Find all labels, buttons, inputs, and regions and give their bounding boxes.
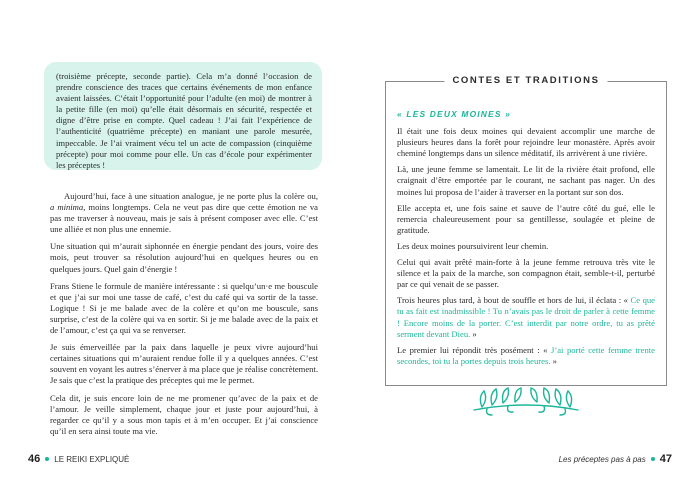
paragraph: Une situation qui m’aurait siphonnée en énergie pendant des jours, voire des mois, peut trouver sa résolution aujourd’hui en quelques heures ou en quelques jours. Quel gain d’énergie ! xyxy=(50,241,318,274)
paragraph: Il était une fois deux moines qui devaient accomplir une marche de plusieurs heures dans la forêt pour rejoindre leur monastère. Après avoir cheminé longtemps dans un silence méditatif, ils arrivèrent à une rivière. xyxy=(397,126,655,159)
quote-highlight: J’ai porté cette femme trente secondes, toi tu la portes depuis trois heures. xyxy=(397,344,655,366)
right-page xyxy=(350,0,700,490)
paragraph: Cela dit, je suis encore loin de ne me promener qu’avec de la paix et de l’amour. Je veille simplement, chaque jour et juste pour aujourd’hui, à regarder ce qu’il y a sous mon tapis et à m’en occuper. Et j’ai conscience qu’il en sera ainsi toute ma vie. xyxy=(50,392,318,436)
tales-box-title: CONTES ET TRADITIONS xyxy=(444,75,607,86)
paragraph: Aujourd’hui, face à une situation analogue, je ne porte plus la colère ou, a minima, moins longtemps. Cela ne veut pas dire que cette émotion ne va pas me traverser à nouveau, mais je sais à présent composer avec elle. C’est une alliée et non plus une ennemie. xyxy=(50,191,318,235)
tales-box xyxy=(385,75,667,386)
left-body-text xyxy=(50,191,318,443)
bullet-dot-icon xyxy=(45,457,49,461)
page-number: 47 xyxy=(659,453,672,465)
leaf-sprig-ornament-icon xyxy=(468,386,584,416)
bullet-dot-icon xyxy=(651,457,655,461)
paragraph: Là, une jeune femme se lamentait. Le lit de la rivière était profond, elle craignait d’être emportée par le courant, ne sachant pas nager. Un des moines lui proposa de l’aider à traverser en la portant sur son dos. xyxy=(397,164,655,197)
tales-box-content xyxy=(397,109,655,372)
story-title: « LES DEUX MOINES » xyxy=(397,109,512,119)
left-footer xyxy=(28,453,129,465)
paragraph: Les deux moines poursuivirent leur chemin. xyxy=(397,240,549,251)
highlight-text: (troisième précepte, seconde partie). Cela m’a donné l’occasion de prendre conscience des traces que certains événements de mon enfance avaient laissées. C’était l’opportunité pour l’adulte (en moi) de montrer à la petite fille (en moi) qu’elle était désormais en sécurité, respectée et digne d’être prise en compte. Quel cadeau ! J’ai fait l’expérience de l’authenticité (quatrième précepte) en maniant une parole mesurée, impeccable. Je l’ai vraiment vécu tel un acte de compassion (cinquième précepte) pour moi comme pour elle. Un cas d’école pour expérimenter les préceptes ! xyxy=(56,71,312,170)
paragraph: Frans Stiene le formule de manière intéressante : si quelqu’un·e me bouscule et que j’ai sur moi une tasse de café, c’est du café qui va sortir de la tasse. Logique ! Si je me balade avec de la colère et qu’on me bouscule, sans surprise, c’est de la colère qui va en sortir. Si je me balade avec de la paix et de l’amour, c’est ça qui va se renverser. xyxy=(50,280,318,336)
paragraph: Je suis émerveillée par la paix dans laquelle je peux vivre aujourd’hui certaines situations qui m’auraient rendue folle il y a quelques années. C’est souvent en voyant les autres s’énerver à ma place que je réalise concrètement. Je sais que c’est la pratique des préceptes qui me le permet. xyxy=(50,342,318,386)
paragraph: Celui qui avait prêté main-forte à la jeune femme retrouva très vite le silence et la paix de la marche, son compagnon était, semble-t-il, perturbé par ce qui venait de se passer. xyxy=(397,257,655,290)
right-footer xyxy=(559,453,672,465)
page-number: 46 xyxy=(28,453,41,465)
paragraph: Trois heures plus tard, à bout de souffle et hors de lui, il éclata : « Ce que tu as fait est inadmissible ! Tu n’avais pas le droit de parler à cette femme ! Encore moins de la porter. C’est interdit par notre ordre, tu as prêté serment devant Dieu. » xyxy=(397,295,655,339)
paragraph: Le premier lui répondit très posément : « J’ai porté cette femme trente secondes, toi tu la portes depuis trois heures. » xyxy=(397,344,655,366)
paragraph: Elle accepta et, une fois saine et sauve de l’autre côté du gué, elle le remercia chaleureusement pour sa gentillesse, soulagée et pleine de gratitude. xyxy=(397,202,655,235)
highlight-box xyxy=(44,62,322,170)
emphasis: a minima xyxy=(50,202,84,213)
running-title: LE REIKI EXPLIQUÉ xyxy=(54,454,130,464)
running-title: Les préceptes pas à pas xyxy=(558,454,646,464)
quote-highlight: Ce que tu as fait est inadmissible ! Tu n’avais pas le droit de parler à cette femme ! Encore moins de la porter. C’est interdit par notre ordre, tu as prêté serment devant Dieu. xyxy=(397,295,655,339)
